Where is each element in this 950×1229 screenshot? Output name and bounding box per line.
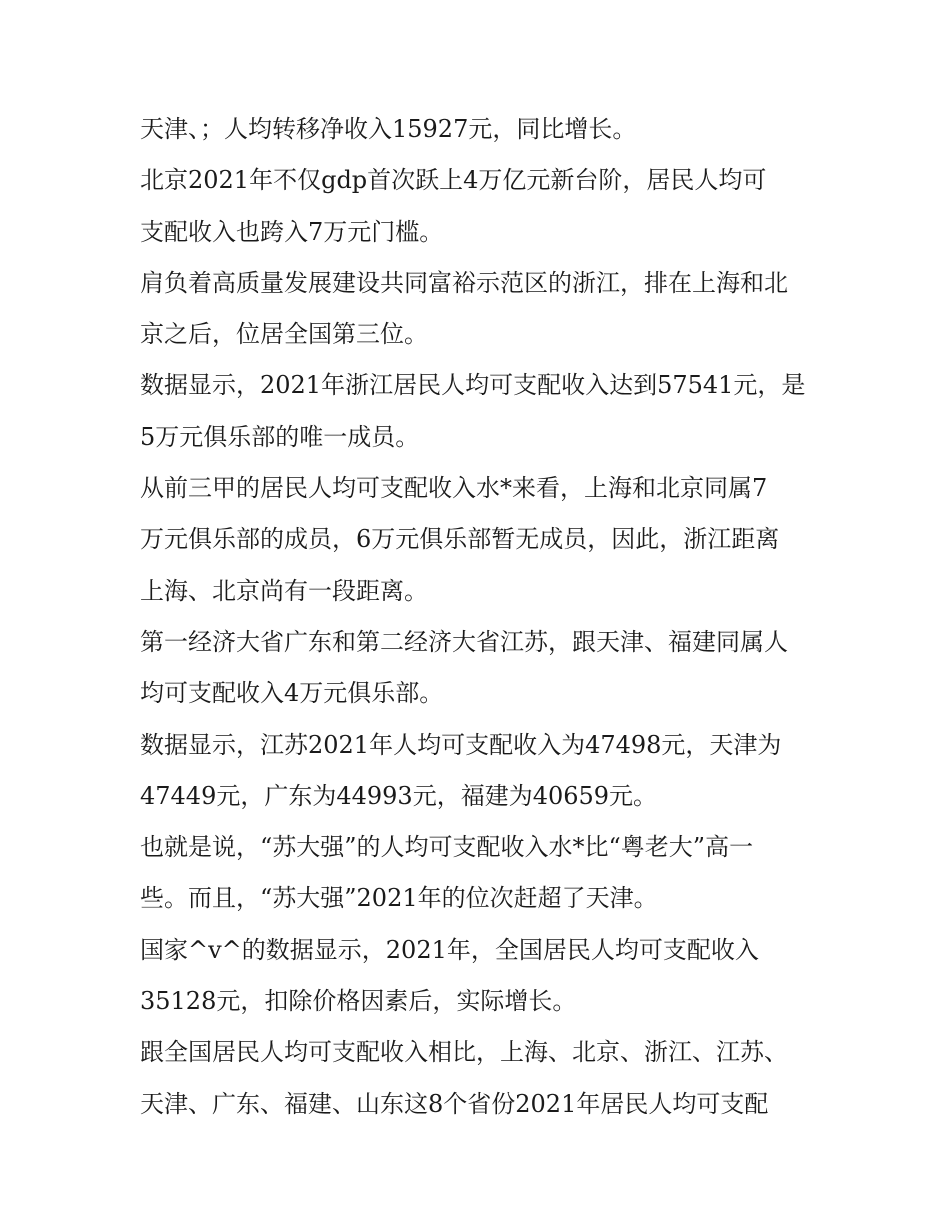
text-line: 北京2021年不仅gdp首次跃上4万亿元新台阶，居民人均可	[140, 166, 767, 195]
text-line: 均可支配收入4万元俱乐部。	[140, 679, 444, 708]
text-line: 京之后，位居全国第三位。	[140, 320, 428, 349]
text-line: 肩负着高质量发展建设共同富裕示范区的浙江，排在上海和北	[140, 268, 788, 297]
text-line: 也就是说，“苏大强”的人均可支配收入水*比“粤老大”高一	[140, 833, 754, 862]
text-line: 47449元，广东为44993元，福建为40659元。	[140, 781, 658, 810]
text-line: 上海、北京尚有一段距离。	[140, 576, 428, 605]
text-line: 数据显示，2021年浙江居民人均可支配收入达到57541元，是	[140, 371, 806, 400]
text-line: 从前三甲的居民人均可支配收入水*来看，上海和北京同属7	[140, 474, 768, 503]
document-body	[140, 104, 820, 1130]
text-line: 跟全国居民人均可支配收入相比，上海、北京、浙江、江苏、	[140, 1038, 788, 1067]
text-line: 支配收入也跨入7万元门槛。	[140, 217, 444, 246]
text-line: 数据显示，江苏2021年人均可支配收入为47498元，天津为	[140, 730, 782, 759]
text-line: 万元俱乐部的成员，6万元俱乐部暂无成员，因此，浙江距离	[140, 525, 780, 554]
text-line: 第一经济大省广东和第二经济大省江苏，跟天津、福建同属人	[140, 627, 788, 656]
text-line: 国家^v^的数据显示，2021年，全国居民人均可支配收入	[140, 935, 759, 964]
text-line: 5万元俱乐部的唯一成员。	[140, 422, 420, 451]
text-line: 天津、；人均转移净收入15927元，同比增长。	[140, 115, 637, 143]
text-line: 35128元，扣除价格因素后，实际增长。	[140, 987, 577, 1016]
text-line: 天津、广东、福建、山东这8个省份2021年居民人均可支配	[140, 1089, 769, 1118]
text-line: 些。而且，“苏大强”2021年的位次赶超了天津。	[140, 884, 658, 913]
